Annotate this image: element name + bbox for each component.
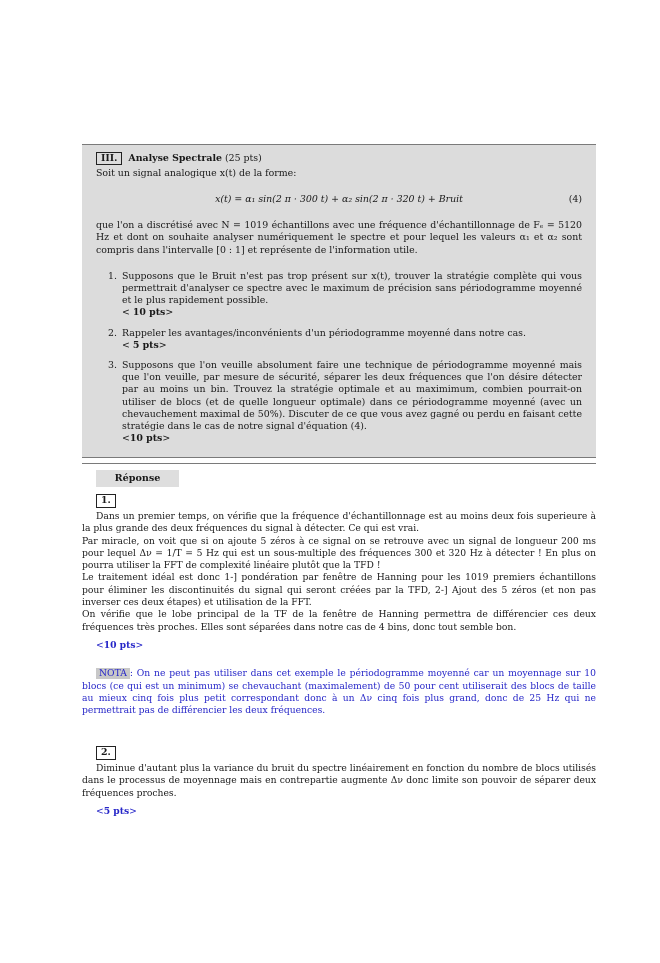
equation (96, 194, 582, 208)
reponse-label: Réponse (96, 470, 179, 487)
nota-text: : On ne peut pas utiliser dans cet exemple le périodogramme moyenné car un moyennage sur 10 blocs (ce qui est un minimum) se chevauchant (maximalement) de 50 pour cent utiliserait des blocs de taille au mieux cinq fois plus petit correspondant donc à un Δν cinq fois plus grand, donc de 25 Hz qui ne permettrait pas de différencier les deux fréquences. (82, 668, 596, 717)
question-text: Rappeler les avantages/inconvénients d'un périodogramme moyenné dans notre cas. (122, 327, 526, 339)
question-item (108, 360, 582, 445)
exercise-description: que l'on a discrétisé avec N = 1019 échantillons avec une fréquence d'échantillonnage de Fₑ = 5120 Hz et dont on souhaite analyser numériquement le spectre et pour lequel les valeurs α₁ et α₂ sont compris dans l'intervalle [0 : 1] et représente de l'information utile. (96, 220, 582, 256)
question-points: < 5 pts> (122, 339, 167, 351)
exercise-intro: Soit un signal analogique x(t) de la forme: (96, 168, 297, 179)
answer-1-number: 1. (96, 494, 116, 508)
exercise-title: Analyse Spectrale (128, 153, 222, 164)
answer-2-paragraph-1: Diminue d'autant plus la variance du bruit du spectre linéairement en fonction du nombre de blocs utilisés dans le processus de moyennage mais en contrepartie augmente Δν donc limite son pouvoir de séparer deux fréquences proches. (82, 763, 596, 799)
exercise-header (96, 152, 582, 166)
answer-2-number: 2. (96, 746, 116, 760)
answer-1-paragraph-2: Par miracle, on voit que si on ajoute 5 zéros à ce signal on se retrouve avec un signal de longueur 200 ms pour lequel Δν = 1/T = 5 Hz qui est un sous-multiple des fréquences 300 et 320 Hz à détecter ! En plus on pourra utiliser la FFT de complexité linéaire plutôt que la TFD ! (82, 535, 596, 572)
question-points: <10 pts> (122, 433, 171, 445)
question-text: Supposons que l'on veuille absolument faire une technique de périodogramme moyenné mais que l'on veuille, par mesure de sécurité, séparer les deux fréquences que l'on désire détecter par au moins un bin. Trouvez la stratégie optimale et au maximimum, combien pourrait-on utiliser de blocs (et de quelle longueur optimale) dans ce périodogramme moyenné (avec un chevauchement maximal de 50%). Discuter de ce que vous avez gagné ou perdu en faisant cette stratégie dans le cas de notre signal d'équation (4). (122, 360, 582, 433)
nota-paragraph (82, 668, 596, 717)
question-number: 1. (108, 270, 117, 282)
equation-formula: x(t) = α₁ sin(2 π · 300 t) + α₂ sin(2 π · 320 t) + Bruit (215, 194, 463, 206)
nota-label: NOTA (96, 668, 130, 679)
question-item (108, 270, 582, 320)
equation-number: (4) (568, 194, 582, 206)
answer-1 (82, 494, 596, 717)
question-number: 3. (108, 360, 117, 372)
answer-1-paragraph-3: Le traitement idéal est donc 1-] pondération par fenêtre de Hanning pour les 1019 premiers échantillons pour éliminer les discontinuités du signal qui seront créées par la TFD, 2-] Ajout des 5 zéros (et non pas inverser ces deux étapes) et utilisation de la FFT. (82, 572, 596, 609)
answer-1-points: <10 pts> (96, 639, 144, 651)
question-list (96, 271, 582, 446)
question-points: < 10 pts> (122, 307, 174, 319)
separator-line (82, 463, 596, 464)
question-number: 2. (108, 327, 117, 339)
question-item (108, 327, 582, 352)
exercise-number: III. (96, 152, 122, 165)
exercise-points: (25 pts) (224, 153, 262, 164)
question-text: Supposons que le Bruit n'est pas trop présent sur x(t), trouver la stratégie complète qui vous permettrait d'analyser ce spectre avec le maximum de précision sans périodogramme moyenné et le plus rapidement possible. (122, 270, 582, 307)
answer-2-points: <5 pts> (96, 805, 137, 817)
answer-2 (82, 746, 596, 818)
exercise-box (82, 144, 596, 458)
answer-1-paragraph-4: On vérifie que le lobe principal de la TF de la fenêtre de Hanning permettra de différencier ces deux fréquences très proches. Elles sont séparées dans notre cas de 4 bins, donc tout semble bon. (82, 609, 596, 633)
answer-1-paragraph-1: Dans un premier temps, on vérifie que la fréquence d'échantillonnage est au moins deux fois superieure à la plus grande des deux fréquences du signal à détecter. Ce qui est vrai. (82, 511, 596, 535)
